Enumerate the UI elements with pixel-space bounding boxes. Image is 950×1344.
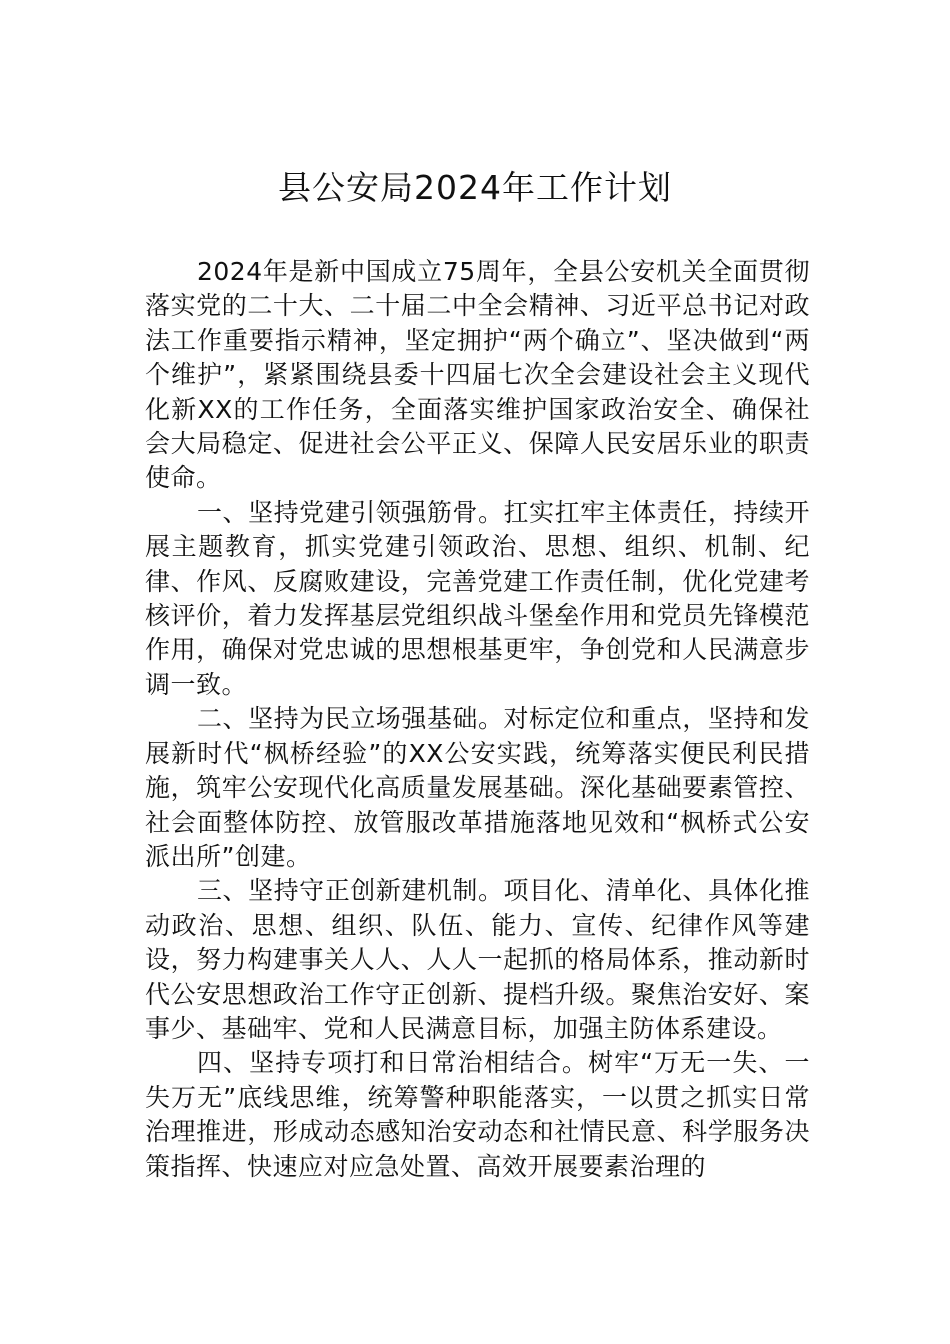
document-body — [145, 255, 810, 1184]
paragraph-special-governance: 四、坚持专项打和日常治相结合。树牢“万无一失、一失万无”底线思维，统筹警种职能落实，一以贯之抓实日常治理推进，形成动态感知治安动态和社情民意、科学服务决策指挥、快速应对应急处置、高效开展要素治理的 — [145, 1048, 810, 1181]
document-title: 县公安局2024年工作计划 — [278, 168, 672, 207]
paragraph-party-building: 一、坚持党建引领强筋骨。扛实扛牢主体责任，持续开展主题教育，抓实党建引领政治、思想、组织、机制、纪律、作风、反腐败建设，完善党建工作责任制，优化党建考核评价，着力发挥基层党组织战斗堡垒作用和党员先锋模范作用，确保对党忠诚的思想根基更牢，争创党和人民满意步调一致。 — [145, 497, 810, 699]
paragraph-people-stance: 二、坚持为民立场强基础。对标定位和重点，坚持和发展新时代“枫桥经验”的XX公安实践，统筹落实便民利民措施，筑牢公安现代化高质量发展基础。深化基础要素管控、社会面整体防控、放管服改革措施落地见效和“枫桥式公安派出所”创建。 — [145, 704, 810, 871]
paragraph-intro: 2024年是新中国成立75周年，全县公安机关全面贯彻落实党的二十大、二十届二中全会精神、习近平总书记对政法工作重要指示精神，坚定拥护“两个确立”、坚决做到“两个维护”，紧紧围绕县委十四届七次全会建设社会主义现代化新XX的工作任务，全面落实维护国家政治安全、确保社会大局稳定、促进社会公平正义、保障人民安居乐业的职责使命。 — [145, 257, 810, 493]
paragraph-innovation-mechanism: 三、坚持守正创新建机制。项目化、清单化、具体化推动政治、思想、组织、队伍、能力、宣传、纪律作风等建设，努力构建事关人人、人人一起抓的格局体系，推动新时代公安思想政治工作守正创新、提档升级。聚焦治安好、案事少、基础牢、党和人民满意目标，加强主防体系建设。 — [145, 876, 810, 1043]
